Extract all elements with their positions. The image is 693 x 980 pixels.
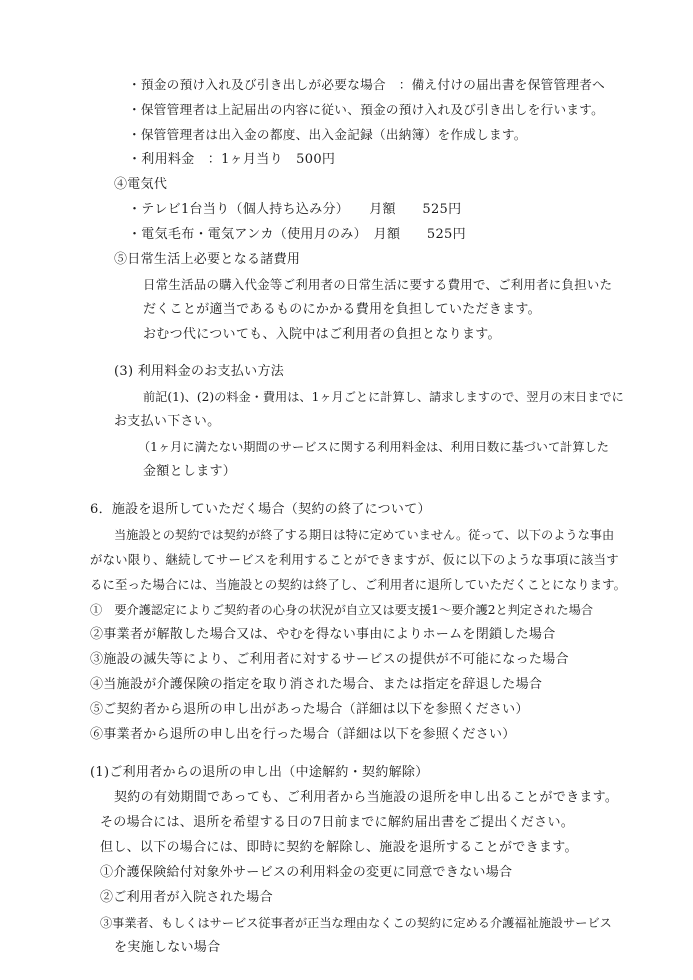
text-line: 前記(1)、(2)の料金・費用は、1ヶ月ごとに計算し、請求しますので、翌月の末日までに [143, 390, 624, 404]
text-line: その場合には、退所を希望する日の7日前までに解約届出書をご提出ください。 [100, 815, 575, 830]
text-line: 但し、以下の場合には、即時に契約を解除し、施設を退所することができます。 [100, 840, 578, 855]
list-item: ③事業者、もしくはサービス従事者が正当な理由なくこの契約に定める介護福祉施設サービス [100, 916, 612, 930]
section-heading: ④電気代 [114, 177, 168, 192]
text-line: ・テレビ1台当り（個人持ち込み分） 月額 525円 [128, 202, 462, 217]
list-item: ⑥事業者から退所の申し出を行った場合（詳細は以下を参照ください） [90, 727, 516, 742]
text-line: を実施しない場合 [114, 940, 221, 955]
list-item: ②ご利用者が入院された場合 [100, 890, 273, 905]
list-item: ④当施設が介護保険の指定を取り消された場合、または指定を辞退した場合 [90, 677, 543, 692]
list-item: ②事業者が解散した場合又は、やむを得ない事由によりホームを閉鎖した場合 [90, 627, 556, 642]
text-line: お支払い下さい。 [114, 414, 221, 429]
text-line: ・電気毛布・電気アンカ（使用月のみ） 月額 525円 [128, 227, 466, 242]
text-line: だくことが適当であるものにかかる費用を負担していただきます。 [143, 302, 541, 317]
text-line: 契約の有効期間であっても、ご利用者から当施設の退所を申し出ることができます。 [114, 790, 619, 805]
text-line: ・利用料金 ：1ヶ月当り 500円 [128, 152, 336, 167]
text-line: ・保管管理者は出入金の都度、出入金記録（出納簿）を作成します。 [128, 127, 527, 142]
text-line: 金額とします） [143, 464, 237, 479]
text-line: るに至った場合には、当施設との契約は終了し、ご利用者に退所していただくことになります。 [90, 577, 627, 592]
text-line: ・保管管理者は上記届出の内容に従い、預金の預け入れ及び引き出しを行います。 [128, 102, 605, 117]
text-line: ・預金の預け入れ及び引き出しが必要な場合 ：備え付けの届出書を保管管理者へ [128, 77, 606, 92]
section-heading: 6．施設を退所していただく場合（契約の終了について） [90, 502, 431, 517]
section-heading: (3) 利用料金のお支払い方法 [114, 364, 285, 379]
section-heading: (1)ご利用者からの退所の申し出（中途解約・契約解除） [90, 765, 429, 780]
section-heading: ⑤日常生活上必要となる諸費用 [114, 252, 301, 267]
text-line: （1ヶ月に満たない期間のサービスに関する利用料金は、利用日数に基づいて計算した [138, 440, 609, 454]
list-item: ③施設の滅失等により、ご利用者に対するサービスの提供が不可能になった場合 [90, 652, 569, 667]
text-line: がない限り、継続してサービスを利用することができますが、仮に以下のような事項に該当す [90, 552, 619, 567]
list-item: ① 要介護認定によりご契約者の心身の状況が自立又は要支援1～要介護2と判定された場合 [90, 603, 594, 617]
text-line: 当施設との契約では契約が終了する期日は特に定めていません。従って、以下のような事由 [114, 528, 615, 542]
list-item: ①介護保険給付対象外サービスの利用料金の変更に同意できない場合 [100, 865, 513, 880]
text-line: おむつ代についても、入院中はご利用者の負担となります。 [143, 327, 501, 342]
list-item: ⑤ご契約者から退所の申し出があった場合（詳細は以下を参照ください） [90, 702, 529, 717]
text-line: 日常生活品の購入代金等ご利用者の日常生活に要する費用で、ご利用者に負担いた [143, 277, 613, 292]
